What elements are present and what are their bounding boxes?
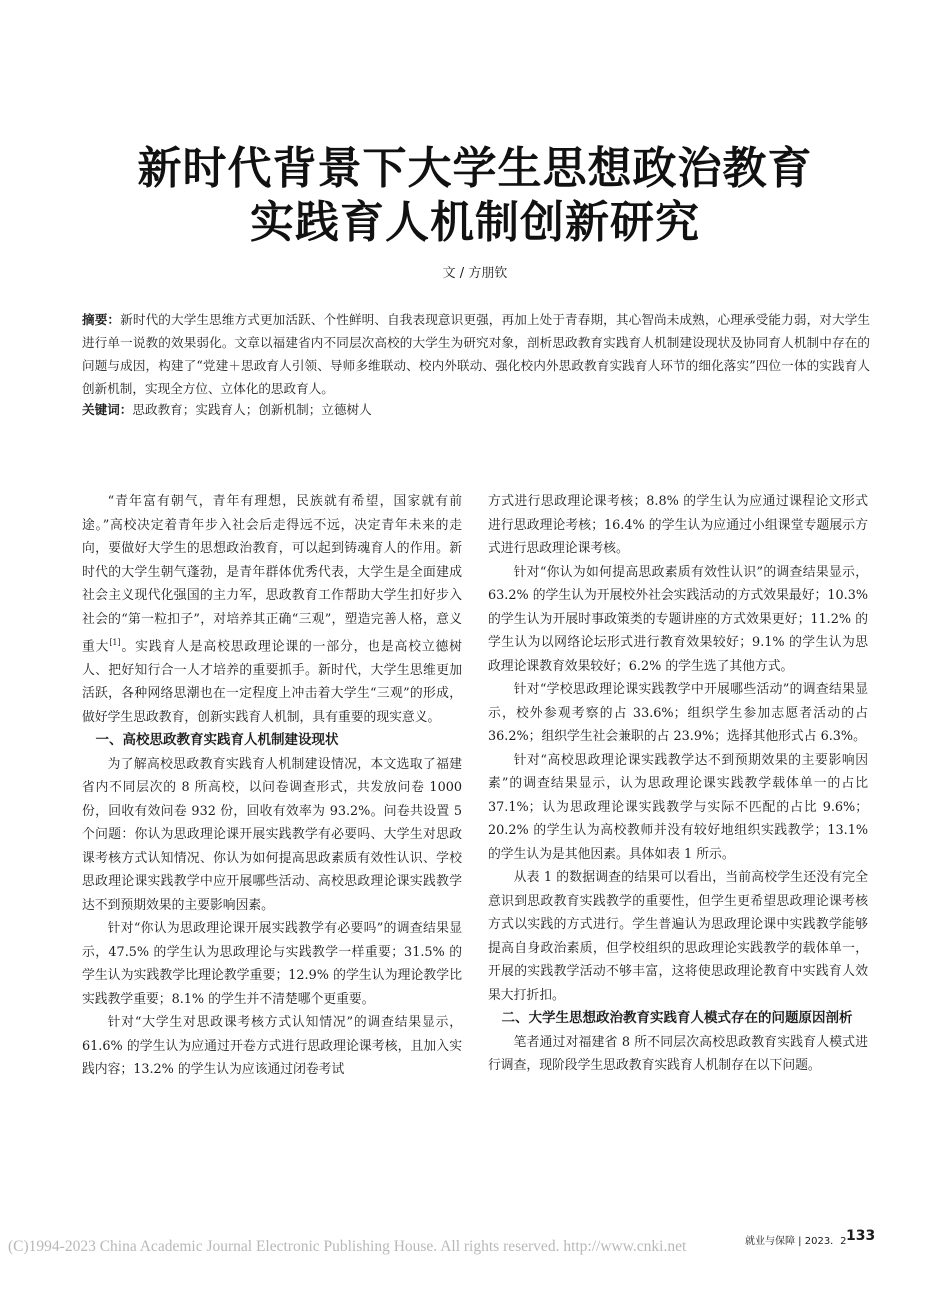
paragraph: 针对“你认为思政理论课开展实践教学有必要吗”的调查结果显示，47.5% 的学生认为思政理论与实践教学一样重要；31.5% 的学生认为实践教学比理论教学重要；12.9% 的学生认为理论教学比实践教学重要；8.1% 的学生并不清楚哪个更重要。 — [82, 921, 462, 1007]
journal-footer: 就业与保障 | 2023．2 — [745, 1236, 847, 1247]
keywords-label: 关键词： — [82, 402, 133, 417]
left-column — [82, 490, 462, 1082]
paragraph: 方式进行思政理论课考核；8.8% 的学生认为应通过课程论文形式进行思政理论考核；16.4% 的学生认为应通过小组课堂专题展示方式进行思政理论课考核。 — [488, 494, 868, 556]
section-heading-1: 一、高校思政教育实践育人机制建设现状 — [95, 732, 339, 749]
paragraph: 针对“高校思政理论课实践教学达不到预期效果的主要影响因素”的调查结果显示，认为思政理论课实践教学载体单一的占比 37.1%；认为思政理论课实践教学与实际不匹配的占比 9.6%；20.2% 的学生认为高校教师并没有较好地组织实践教学；13.1% 的学生认为是其他因素。具体如表 1 所示。 — [488, 752, 868, 862]
abstract-text: 新时代的大学生思维方式更加活跃、个性鲜明、自我表现意识更强，再加上处于青春期，其心智尚未成熟，心理承受能力弱，对大学生进行单一说教的效果弱化。文章以福建省内不同层次高校的大学生为研究对象，剖析思政教育实践育人机制建设现状及协同育人机制中存在的问题与成因，构建了“党建＋思政育人引领、导师多维联动、校内外联动、强化校内外思政教育实践育人环节的细化落实”四位一体的实践育人创新机制，实现全方位、立体化的思政育人。 — [82, 312, 871, 396]
page-number: 133 — [846, 1228, 876, 1244]
paragraph: 为了解高校思政教育实践育人机制建设情况，本文选取了福建省内不同层次的 8 所高校，以问卷调查形式，共发放问卷 1000 份，回收有效问卷 932 份，回收有效率为 93.2%。问卷共设置 5 个问题：你认为思政理论课开展实践教学有必要吗、大学生对思政课考核方式认知情况、你认为如何提高思政素质有效性认识、学校思政理论课实践教学中应开展哪些活动、高校思政理论课实践教学达不到预期效果的主要影响因素。 — [82, 756, 462, 913]
copyright-watermark: (C)1994-2023 China Academic Journal Electronic Publishing House. All rights reserved. http://www.cnki.net — [8, 1238, 687, 1255]
abstract — [82, 308, 870, 400]
keywords — [82, 398, 870, 421]
citation-ref: [1] — [109, 638, 121, 647]
right-column — [488, 490, 868, 1078]
author-byline: 文 / 方朋钦 — [442, 266, 508, 281]
paragraph: “青年富有朝气，青年有理想，民族就有希望，国家就有前途。”高校决定着青年步入社会后走得远不远，决定青年未来的走向，要做好大学生的思想政治教育，可以起到铸魂育人的作用。新时代的大学生朝气蓬勃，是青年群体优秀代表，大学生是全面建成社会主义现代化强国的主力军，思政教育工作帮助大学生扣好步入社会的“第一粒扣子”，对培养其正确“三观”，塑造完善人格，意义重大[1]。实践育人是高校思政理论课的一部分，也是高校立德树人、把好知行合一人才培养的重要抓手。新时代，大学生思维更加活跃，各种网络思潮也在一定程度上冲击着大学生“三观”的形成，做好学生思政教育，创新实践育人机制，具有重要的现实意义。 — [82, 494, 463, 725]
paragraph: 针对“大学生对思政课考核方式认知情况”的调查结果显示，61.6% 的学生认为应通过开卷方式进行思政理论课考核，且加入实践内容；13.2% 的学生认为应该通过闭卷考试 — [82, 1015, 462, 1078]
keywords-text: 思政教育；实践育人；创新机制；立德树人 — [132, 402, 372, 417]
paragraph: 针对“学校思政理论课实践教学中开展哪些活动”的调查结果显示，校外参观考察的占 33.6%；组织学生参加志愿者活动的占 36.2%；组织学生社会兼职的占 23.9%；选择其他形式占 6.3%。 — [488, 682, 868, 744]
paragraph: 针对“你认为如何提高思政素质有效性认识”的调查结果显示，63.2% 的学生认为开展校外社会实践活动的方式效果最好；10.3% 的学生认为开展时事政策类的专题讲座的方式效果更好；11.2% 的学生认为以网络论坛形式进行教育效果较好；9.1% 的学生认为思政理论课教育效果较好；6.2% 的学生选了其他方式。 — [488, 564, 868, 674]
abstract-label: 摘要： — [82, 312, 121, 327]
section-heading-2: 二、大学生思想政治教育实践育人模式存在的问题原因剖析 — [501, 1010, 853, 1026]
article-title-line1: 新时代背景下大学生思想政治教育 — [137, 143, 813, 194]
paragraph: 从表 1 的数据调查的结果可以看出，当前高校学生还没有完全意识到思政教育实践教学的重要性，但学生更希望思政理论课考核方式以实践的方式进行。学生普遍认为思政理论课中实践教学能够提高自身政治素质，但学校组织的思政理论实践教学的载体单一，开展的实践教学活动不够丰富，这将使思政理论教育中实践育人效果大打折扣。 — [488, 870, 868, 1003]
paragraph: 笔者通过对福建省 8 所不同层次高校思政教育实践育人模式进行调查，现阶段学生思政教育实践育人机制存在以下问题。 — [488, 1034, 868, 1073]
article-title-line2: 实践育人机制创新研究 — [250, 197, 700, 248]
